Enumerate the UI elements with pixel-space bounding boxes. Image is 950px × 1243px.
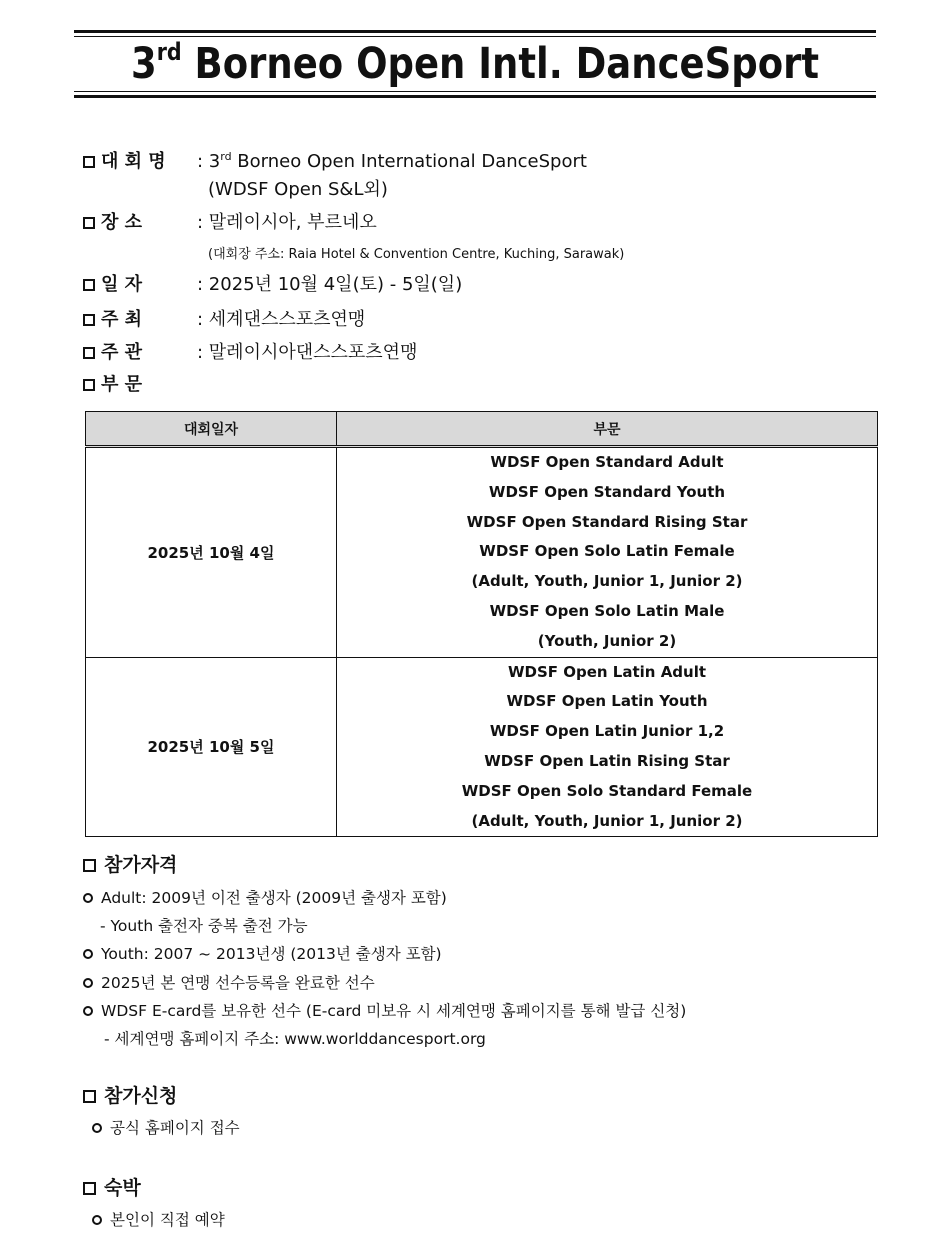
checkbox-square-icon bbox=[83, 859, 96, 872]
title-rule-bottom bbox=[74, 95, 876, 98]
event-item: WDSF Open Solo Latin Male bbox=[489, 601, 725, 620]
schedule-events bbox=[337, 657, 878, 837]
schedule-date: 2025년 10월 5일 bbox=[86, 657, 337, 837]
checkbox-square-icon bbox=[83, 1090, 96, 1103]
info-venue: 장 소 : 말레이시아, 부르네오 bbox=[83, 211, 377, 235]
event-item: WDSF Open Standard Rising Star bbox=[466, 512, 748, 531]
application-heading: 참가신청 bbox=[83, 1083, 177, 1109]
header-date: 대회일자 bbox=[86, 412, 337, 447]
checkbox-square-icon bbox=[83, 279, 95, 291]
title-rule-top bbox=[74, 30, 876, 33]
list-item: 공식 홈페이지 접수 bbox=[92, 1117, 240, 1139]
schedule-table bbox=[85, 411, 878, 837]
info-date: 일 자 : 2025년 10월 4일(토) - 5일(일) bbox=[83, 273, 462, 297]
event-item: (Youth, Junior 2) bbox=[537, 631, 677, 650]
checkbox-square-icon bbox=[83, 156, 95, 168]
list-subitem: - Youth 출전자 중복 출전 가능 bbox=[100, 917, 308, 935]
table-row bbox=[86, 447, 878, 658]
eligibility-heading: 참가자격 bbox=[83, 852, 177, 878]
circle-bullet-icon bbox=[92, 1215, 102, 1225]
event-item: (Adult, Youth, Junior 1, Junior 2) bbox=[471, 811, 743, 830]
list-subitem: - 세계연맹 홈페이지 주소: www.worlddancesport.org bbox=[104, 1030, 486, 1048]
schedule-date: 2025년 10월 4일 bbox=[86, 447, 337, 658]
list-item: 본인이 직접 예약 bbox=[92, 1209, 225, 1231]
table-header-row bbox=[86, 412, 878, 447]
circle-bullet-icon bbox=[92, 1123, 102, 1133]
title-rule-bottom-thin bbox=[74, 91, 876, 92]
title-rule-top-thin bbox=[74, 36, 876, 37]
checkbox-square-icon bbox=[83, 217, 95, 229]
checkbox-square-icon bbox=[83, 1182, 96, 1195]
event-item: WDSF Open Standard Adult bbox=[490, 453, 724, 471]
info-event-name: 대 회 명 : 3rd Borneo Open International DanceSport bbox=[83, 145, 587, 174]
list-item: Youth: 2007 ~ 2013년생 (2013년 출생자 포함) bbox=[83, 943, 442, 965]
checkbox-square-icon bbox=[83, 347, 95, 359]
event-item: WDSF Open Latin Youth bbox=[506, 692, 708, 711]
checkbox-square-icon bbox=[83, 379, 95, 391]
schedule-events bbox=[337, 447, 878, 658]
table-row bbox=[86, 657, 878, 837]
circle-bullet-icon bbox=[83, 1006, 93, 1016]
event-item: WDSF Open Solo Standard Female bbox=[461, 781, 753, 800]
list-item: WDSF E-card를 보유한 선수 (E-card 미보유 시 세계연맹 홈페이지를 통해 발급 신청) bbox=[83, 1000, 686, 1022]
header-events: 부문 bbox=[337, 412, 878, 447]
event-item: WDSF Open Latin Adult bbox=[507, 662, 707, 681]
list-item: Adult: 2009년 이전 출생자 (2009년 출생자 포함) bbox=[83, 887, 447, 909]
event-item: WDSF Open Standard Youth bbox=[488, 482, 726, 501]
circle-bullet-icon bbox=[83, 949, 93, 959]
info-event-name-sub: (WDSF Open S&L외) bbox=[208, 179, 388, 200]
info-division: 부 문 bbox=[83, 373, 197, 397]
circle-bullet-icon bbox=[83, 978, 93, 988]
event-item: (Adult, Youth, Junior 1, Junior 2) bbox=[471, 572, 743, 591]
info-venue-note: (대회장 주소: Raia Hotel & Convention Centre, Kuching, Sarawak) bbox=[208, 247, 625, 262]
list-item: 2025년 본 연맹 선수등록을 완료한 선수 bbox=[83, 972, 375, 994]
event-item: WDSF Open Latin Junior 1,2 bbox=[489, 722, 725, 741]
checkbox-square-icon bbox=[83, 314, 95, 326]
event-item: WDSF Open Latin Rising Star bbox=[484, 751, 730, 770]
document-title: 3rd Borneo Open Intl. DanceSport bbox=[130, 38, 820, 89]
event-item: WDSF Open Solo Latin Female bbox=[479, 542, 735, 561]
info-organizer: 주 관 : 말레이시아댄스스포츠연맹 bbox=[83, 341, 417, 365]
info-host: 주 최 : 세계댄스스포츠연맹 bbox=[83, 308, 365, 332]
circle-bullet-icon bbox=[83, 893, 93, 903]
accommodation-heading: 숙박 bbox=[83, 1175, 141, 1201]
